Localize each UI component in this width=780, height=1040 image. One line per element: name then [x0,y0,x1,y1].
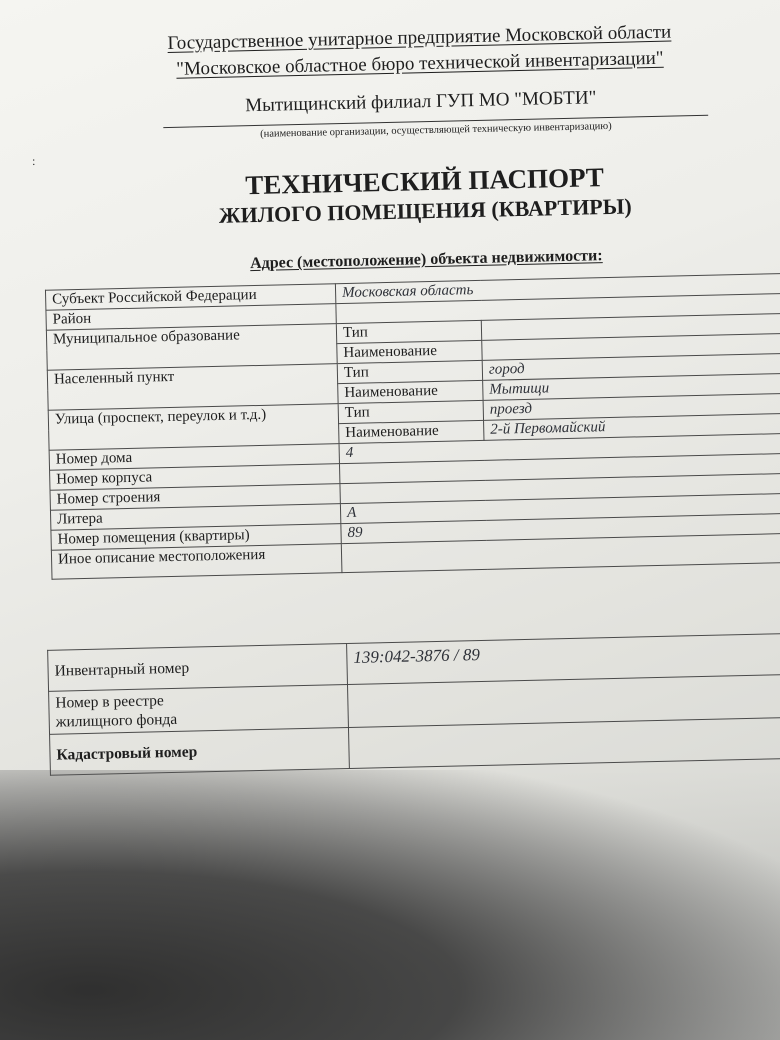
settlement-name-label: Наименование [338,380,483,403]
address-heading: Адрес (местоположение) объекта недвижимости: [249,247,603,273]
housing-fund-label-line2: жилищного фонда [55,710,178,731]
organization-caption: (наименование организации, осуществляющей техническую инвентаризацию) [260,120,612,140]
other-location-label: Иное описание местоположения [51,544,342,580]
subject-label: Субъект Российской Федерации [45,284,335,311]
street-name-label: Наименование [339,420,484,443]
apartment-label: Номер помещения (квартиры) [51,524,341,551]
inventory-number-value: 139:042-3876 / 89 [347,633,780,684]
municipality-label: Муниципальное образование [46,324,337,371]
litera-value: А [340,493,780,524]
settlement-type-label: Тип [337,360,482,383]
organization-name: Государственное унитарное предприятие Московской области [167,21,672,54]
document-title: ТЕХНИЧЕСКИЙ ПАСПОРТ [244,162,605,201]
subject-value: Московская область [335,273,780,304]
house-label: Номер дома [49,444,339,471]
street-name-value: 2-й Первомайский [484,413,780,440]
registry-table [47,633,780,776]
document-subtitle: ЖИЛОГО ПОМЕЩЕНИЯ (КВАРТИРЫ) [218,193,632,228]
building-label: Номер корпуса [50,464,340,491]
municipality-type-label: Тип [336,320,481,343]
street-label: Улица (проспект, переулок и т.д.) [48,404,339,451]
district-label: Район [46,304,336,331]
housing-fund-label-line1: Номер в реестре [55,692,165,712]
municipality-name-label: Наименование [337,340,482,363]
litera-label: Литера [50,504,340,531]
structure-label: Номер строения [50,484,340,511]
apartment-value: 89 [341,513,780,544]
inventory-number-label: Инвентарный номер [48,644,348,692]
settlement-type-value: город [482,353,780,380]
settlement-label: Населенный пункт [47,364,338,411]
housing-fund-label [49,685,349,735]
street-type-value: проезд [483,393,780,420]
settlement-name-value: Мытищи [483,373,780,400]
house-value: 4 [339,433,780,464]
organization-branch: Мытищинский филиал ГУП МО "МОБТИ" [244,87,597,117]
margin-mark: : [31,153,36,169]
cadastral-number-label: Кадастровый номер [50,728,350,776]
organization-full-name: "Московское областное бюро технической инвентаризации" [176,47,664,80]
address-table [45,273,780,580]
street-type-label: Тип [338,400,483,423]
